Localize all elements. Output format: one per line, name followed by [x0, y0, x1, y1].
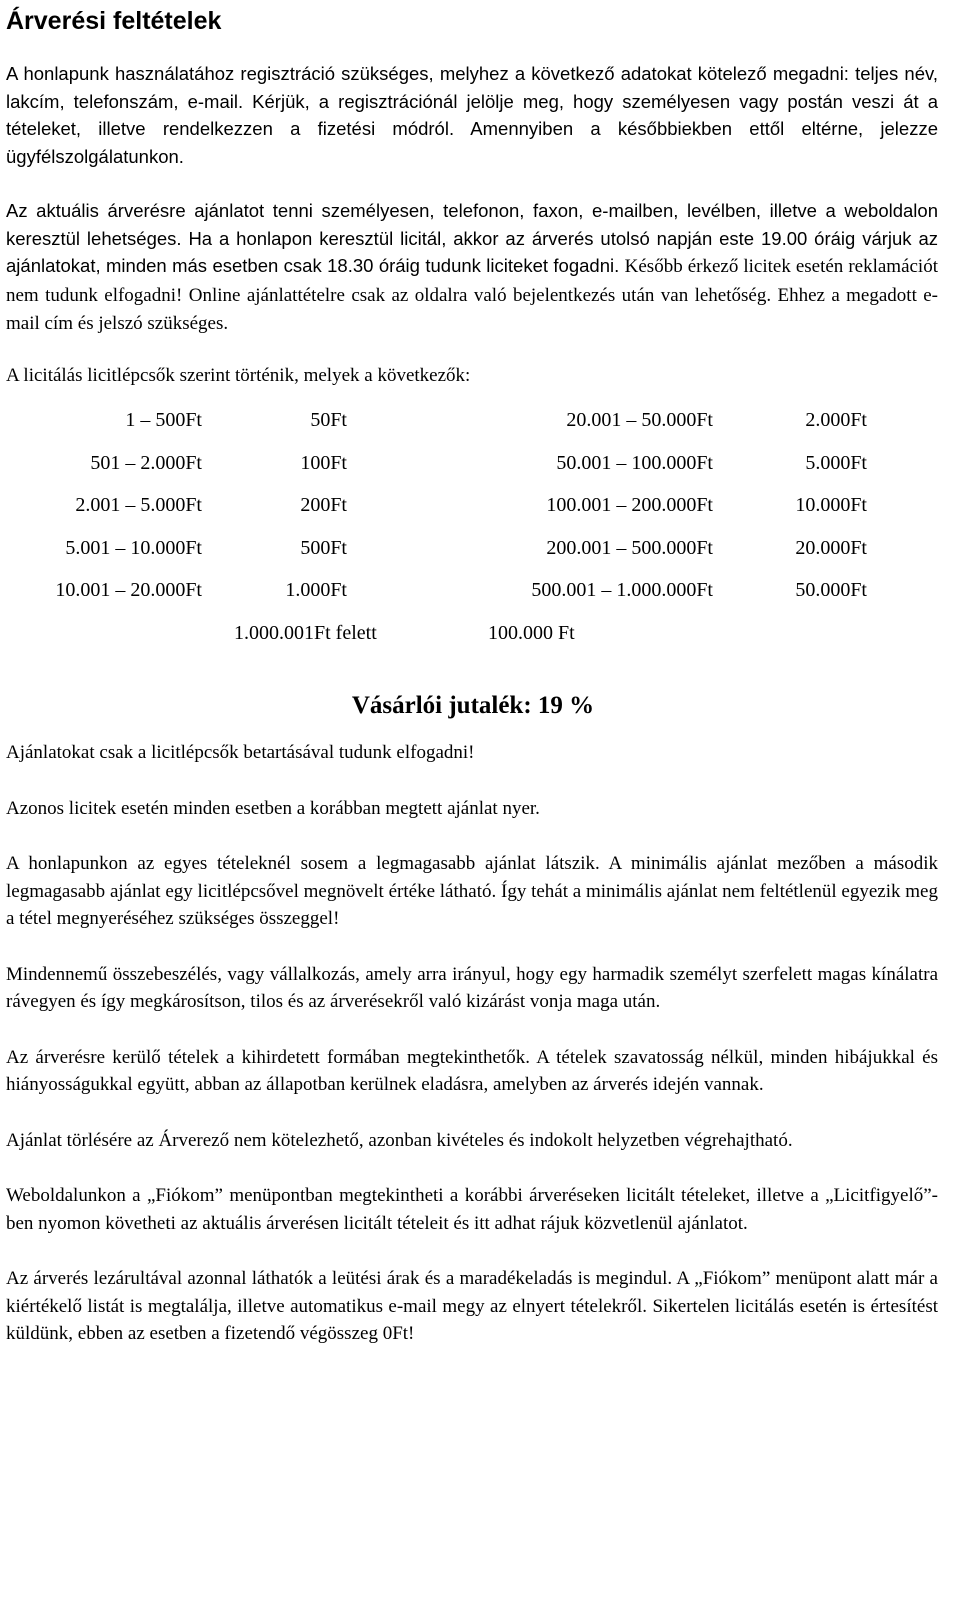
- bid-range: 1 – 500Ft: [125, 409, 202, 431]
- paragraph-account-menu: Weboldalunkon a „Fiókom” menüpontban megtekintheti a korábbi árveréseken licitált tételeket, illetve a „Licitfigyelő”-ben nyomon követheti az aktuális árverésen licitált tételeit és itt adhat rájuk közvetlenül ajánlatot.: [6, 1185, 938, 1234]
- bid-range: 5.001 – 10.000Ft: [65, 537, 202, 559]
- bid-range: 500.001 – 1.000.000Ft: [531, 579, 713, 601]
- paragraph-item-condition: Az árverésre kerülő tételek a kihirdetett formában megtekinthetők. A tételek szavatosság nélkül, minden hibájukkal és hiányosságukkal együtt, abban az állapotban kerülnek eladásra, amelyben az árverés idején vannak.: [6, 1046, 938, 1095]
- bid-range: 100.001 – 200.000Ft: [546, 494, 713, 516]
- bid-range: 501 – 2.000Ft: [90, 452, 202, 474]
- paragraph-auction-close: Az árverés lezárultával azonnal láthatók a leütési árak és a maradékeladás is megindul. A „Fiókom” menüpont alatt már a kiértékelő listát is megtalálja, illetve automatikus e-mail megy az elnyert tételekről. Sikertelen licitálás esetén is értesítést küldünk, ebben az esetben a fizetendő végösszeg 0Ft!: [6, 1268, 938, 1344]
- bid-step: 2.000Ft: [805, 409, 867, 431]
- commission-heading: Vásárlói jutalék: 19 %: [351, 692, 595, 719]
- bid-range: 2.001 – 5.000Ft: [75, 494, 202, 516]
- bid-step: 100.000 Ft: [488, 622, 575, 644]
- bid-range: 200.001 – 500.000Ft: [546, 537, 713, 559]
- paragraph-bidding-channels: [6, 197, 938, 338]
- paragraph-bid-withdrawal: Ajánlat törlésére az Árverező nem kötelezhető, azonban kivételes és indokolt helyzetben végrehajtható.: [6, 1129, 793, 1151]
- bid-steps-table: [6, 407, 938, 669]
- bid-range: 20.001 – 50.000Ft: [566, 409, 713, 431]
- paragraph-minimum-bid: A honlapunkon az egyes tételeknél sosem a legmagasabb ajánlat látszik. A minimális ajánlat mezőben a második legmagasabb ajánlat egy licitlépcsővel megnövelt értéke látható. Így tehát a minimális ajánlat nem feltétlenül egyezik meg a tétel megnyeréséhez szükséges összeggel!: [6, 853, 938, 929]
- paragraph-equal-bids: Azonos licitek esetén minden esetben a korábban megtett ajánlat nyer.: [6, 797, 540, 819]
- late-bids-text: Később érkező licitek esetén reklamációt nem tudunk elfogadni! Online ajánlattételre csak az oldalra való bejelentkezés után van lehetőség. Ehhez a megadott e-mail cím és jelszó szükséges.: [6, 256, 938, 334]
- bid-step: 5.000Ft: [805, 452, 867, 474]
- page-title: Árverési feltételek: [6, 7, 222, 35]
- bid-range: 50.001 – 100.000Ft: [556, 452, 713, 474]
- bid-step: 200Ft: [300, 494, 347, 516]
- bid-step: 50.000Ft: [795, 579, 867, 601]
- bid-step: 500Ft: [300, 537, 347, 559]
- bid-step: 100Ft: [300, 452, 347, 474]
- bid-step: 10.000Ft: [795, 494, 867, 516]
- bid-range: 1.000.001Ft felett: [234, 622, 377, 644]
- bidding-channels-text: Az aktuális árverésre ajánlatot tenni személyesen, telefonon, faxon, e-mailben, levélben, illetve a weboldalon keresztül lehetséges. Ha a honlapon keresztül licitál, akkor az árverés utolsó napján este 19.00 óráig várjuk az ajánlatokat, minden más esetben csak 18.30 óráig tudunk liciteket fogadni.: [6, 200, 938, 276]
- bid-range: 10.001 – 20.000Ft: [55, 579, 202, 601]
- paragraph-collusion: Mindennemű összebeszélés, vagy vállalkozás, amely arra irányul, hogy egy harmadik személyt szerfelett magas kínálatra rávegyen és így megkárosítson, tilos és az árverésekről való kizárást vonja maga után.: [6, 963, 938, 1012]
- paragraph-bid-steps-required: Ajánlatokat csak a licitlépcsők betartásával tudunk elfogadni!: [6, 742, 475, 763]
- bid-step: 50Ft: [310, 409, 347, 431]
- paragraph-registration: A honlapunk használatához regisztráció szükséges, melyhez a következő adatokat kötelező megadni: teljes név, lakcím, telefonszám, e-mail. Kérjük, a regisztrációnál jelölje meg, hogy személyesen vagy postán veszi át a tételeket, illetve rendelkezzen a fizetési módról. Amennyiben a későbbiekben ettől eltérne, jelezze ügyfélszolgálatunkon.: [6, 63, 938, 167]
- paragraph-bid-steps-intro: A licitálás licitlépcsők szerint történik, melyek a következők:: [6, 364, 471, 386]
- bid-step: 20.000Ft: [795, 537, 867, 559]
- bid-step: 1.000Ft: [285, 579, 347, 601]
